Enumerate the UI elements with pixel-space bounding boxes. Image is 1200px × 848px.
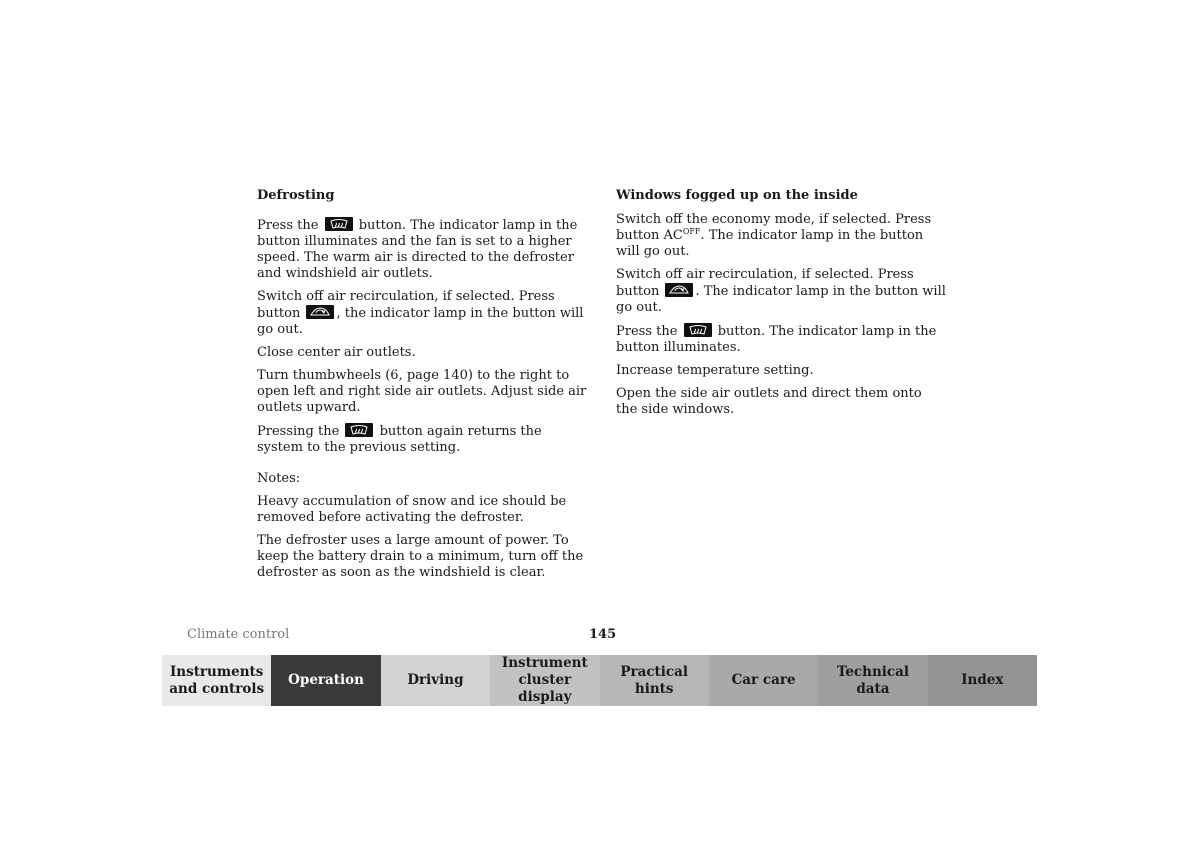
windshield-defrost-icon — [325, 217, 353, 231]
chapter-navigation — [162, 655, 1037, 706]
note-snow-ice: Heavy accumulation of snow and ice should be removed before activating the defroster. — [257, 494, 567, 525]
fogged-step-economy: Switch off the economy mode, if selected. Press button $AC^{OFF}$. The indicator lamp in the button will go out. — [616, 212, 932, 259]
notes-label: Notes: — [257, 471, 301, 486]
tab-car-care[interactable]: Car care — [709, 655, 818, 706]
defrosting-step-thumbwheels: Turn thumbwheels (6, page 140) to the right to open left and right side air outlets. Adjust side air outlets upward. — [257, 368, 587, 415]
fogged-step-side-outlets: Open the side air outlets and direct them onto the side windows. — [616, 386, 922, 417]
tab-instrument-cluster-display[interactable]: Instrument cluster display — [490, 655, 599, 706]
tab-operation[interactable]: Operation — [271, 655, 380, 706]
left-column — [257, 188, 587, 588]
fogged-step-press-defrost: Press the button. The indicator lamp in the button illuminates. — [616, 324, 937, 355]
defrosting-step-recirculation: Switch off air recirculation, if selected. Press button , the indicator lamp in the button will go out. — [257, 289, 584, 337]
note-power: The defroster uses a large amount of power. To keep the battery drain to a minimum, turn off the defroster as soon as the windshield is clear. — [257, 533, 584, 580]
air-recirculation-icon — [306, 305, 334, 319]
tab-technical-data[interactable]: Technical data — [818, 655, 927, 706]
defrosting-step-press-defrost: Press the button. The indicator lamp in the button illuminates and the fan is set to a higher speed. The warm air is directed to the defroster and windshield air outlets. — [257, 218, 578, 281]
windshield-defrost-icon — [684, 323, 712, 337]
windshield-defrost-icon — [345, 423, 373, 437]
tab-index[interactable]: Index — [928, 655, 1037, 706]
tab-instruments-and-controls[interactable]: Instruments and controls — [162, 655, 271, 706]
windows-fogged-heading: Windows fogged up on the inside — [616, 188, 858, 203]
section-title: Climate control — [187, 627, 290, 642]
right-column — [616, 188, 946, 425]
tab-practical-hints[interactable]: Practical hints — [600, 655, 709, 706]
defrosting-step-press-again: Pressing the button again returns the system to the previous setting. — [257, 424, 542, 455]
air-recirculation-icon — [665, 283, 693, 297]
fogged-step-recirculation: Switch off air recirculation, if selected. Press button . The indicator lamp in the button will go out. — [616, 267, 946, 315]
page-number: 145 — [589, 627, 617, 642]
tab-driving[interactable]: Driving — [381, 655, 490, 706]
defrosting-step-center-outlets: Close center air outlets. — [257, 345, 416, 360]
fogged-step-temperature: Increase temperature setting. — [616, 363, 814, 378]
defrosting-heading: Defrosting — [257, 188, 335, 203]
